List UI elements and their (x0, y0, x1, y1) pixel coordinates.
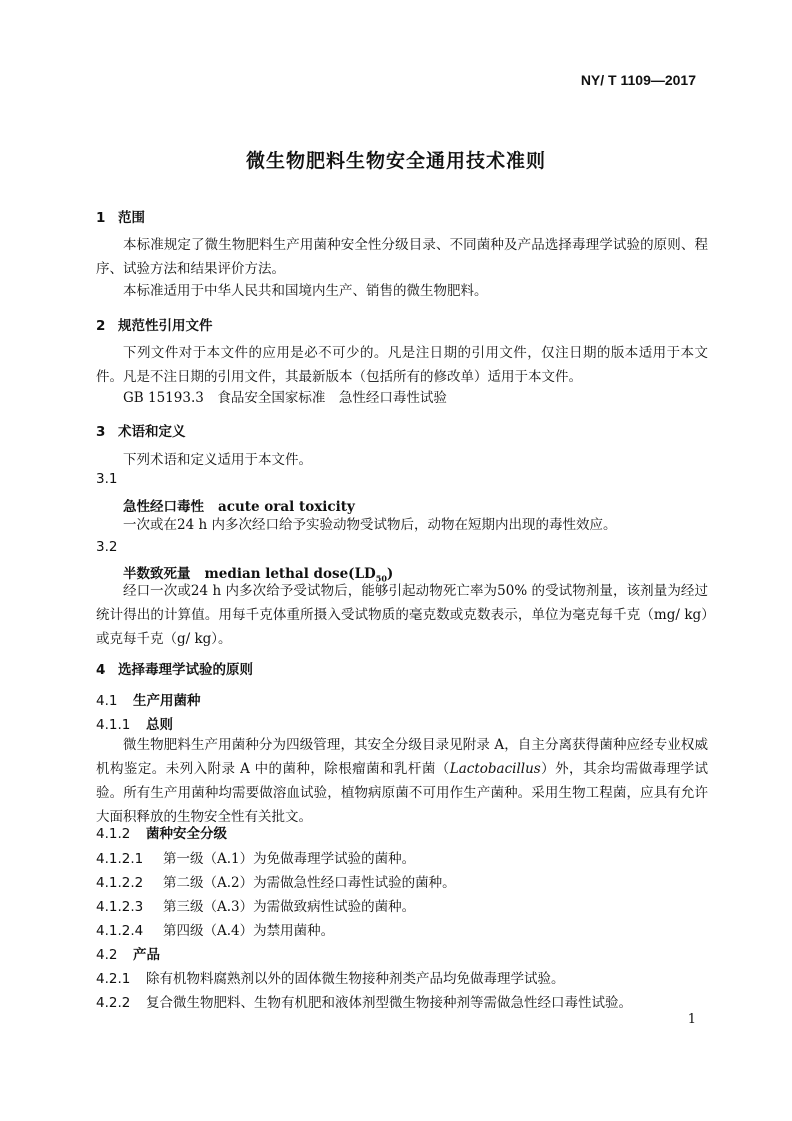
section-title: 规范性引用文件 (118, 318, 213, 334)
clause-title: 菌种安全分级 (146, 826, 227, 842)
term-3-2-definition: 经口一次或24 h 内多次给予受试物后，能够引起动物死亡率为50% 的受试物剂量，该剂量为经过统计得出的计算值。用每千克体重所摄入受试物质的毫克数或克数表示，单位为毫克每千克（mg/ kg）或克每千克（g/ kg）。 (96, 583, 708, 647)
section-4-heading (96, 658, 253, 678)
normative-reference: GB 15193.3 食品安全国家标准 急性经口毒性试验 (123, 390, 447, 406)
clause-4-1-2-2 (96, 871, 456, 891)
term-3-1-definition: 一次或在24 h 内多次经口给予实验动物受试物后，动物在短期内出现的毒性效应。 (123, 517, 617, 533)
clause-text: 第四级（A.4）为禁用菌种。 (163, 923, 335, 939)
clause-4-2-2 (96, 991, 632, 1011)
clause-number: 4.1.2.2 (96, 875, 144, 891)
term-3-1-number: 3.1 (96, 471, 118, 487)
clause-text: 第二级（A.2）为需做急性经口毒性试验的菌种。 (163, 875, 456, 891)
clause-title: 生产用菌种 (133, 693, 201, 709)
clause-text: 除有机物料腐熟剂以外的固体微生物接种剂类产品均免做毒理学试验。 (146, 971, 565, 987)
section-1-paragraph-2: 本标准适用于中华人民共和国境内生产、销售的微生物肥料。 (123, 283, 488, 299)
clause-number: 4.1.2.1 (96, 851, 144, 867)
section-3-paragraph-1: 下列术语和定义适用于本文件。 (123, 452, 312, 468)
section-number: 1 (96, 210, 106, 226)
clause-number: 4.1 (96, 693, 118, 709)
document-title: 微生物肥料生物安全通用技术准则 (245, 150, 546, 172)
clause-text: 复合微生物肥料、生物有机肥和液体剂型微生物接种剂等需做急性经口毒性试验。 (146, 995, 632, 1011)
section-title: 术语和定义 (118, 424, 186, 440)
clause-4-1-1-paragraph (96, 733, 708, 829)
section-title: 范围 (118, 210, 145, 226)
section-1-heading (96, 206, 145, 226)
standard-code: NY/ T 1109—2017 (580, 72, 696, 88)
section-title: 选择毒理学试验的原则 (118, 662, 253, 678)
page-number: 1 (687, 1012, 696, 1027)
section-3-heading (96, 420, 186, 440)
term-english-close: ) (386, 566, 394, 582)
clause-4-1-2-4 (96, 919, 334, 939)
section-2-heading (96, 314, 213, 334)
section-number: 2 (96, 318, 106, 334)
term-3-2-number: 3.2 (96, 539, 118, 555)
section-number: 3 (96, 424, 106, 440)
clause-number: 4.1.1 (96, 717, 131, 733)
clause-number: 4.1.2.4 (96, 923, 144, 939)
term-3-1 (123, 495, 355, 515)
clause-title: 总则 (146, 717, 173, 733)
section-number: 4 (96, 662, 106, 678)
clause-4-2-1 (96, 967, 565, 987)
clause-4-1 (96, 689, 201, 709)
paragraph-text-b: ）外，其余均需做毒理学试验。所有生产用菌种均需要做溶血试验，植物病原菌不可用作生产菌种。采用生物工程菌，应具有允许大面积释放的生物安全性有关批文。 (96, 761, 708, 825)
genus-name: Lactobacillus (449, 761, 541, 777)
term-english-subscript: 50 (375, 573, 387, 584)
clause-4-2 (96, 943, 160, 963)
clause-number: 4.1.2 (96, 826, 131, 842)
clause-number: 4.2.2 (96, 995, 131, 1011)
clause-number: 4.2.1 (96, 971, 131, 987)
paragraph-text-a: 微生物肥料生产用菌种分为四级管理，其安全分级目录见附录 A，自主分离获得菌种应经专业权威机构鉴定。未列入附录 A 中的菌种，除根瘤菌和乳杆菌（ (96, 737, 708, 777)
term-english-text: median lethal dose(LD (204, 566, 376, 582)
section-1-paragraph-1: 本标准规定了微生物肥料生产用菌种安全性分级目录、不同菌种及产品选择毒理学试验的原则、程序、试验方法和结果评价方法。 (96, 237, 708, 277)
term-english: acute oral toxicity (218, 499, 355, 515)
clause-4-1-1 (96, 713, 173, 733)
section-2-paragraph-1: 下列文件对于本文件的应用是必不可少的。凡是注日期的引用文件，仅注日期的版本适用于本文件。凡是不注日期的引用文件，其最新版本（包括所有的修改单）适用于本文件。 (96, 345, 708, 385)
clause-number: 4.2 (96, 947, 118, 963)
clause-4-1-2-1 (96, 847, 415, 867)
clause-title: 产品 (133, 947, 160, 963)
clause-text: 第三级（A.3）为需做致病性试验的菌种。 (163, 899, 416, 915)
term-chinese: 半数致死量 (123, 566, 191, 582)
clause-number: 4.1.2.3 (96, 899, 144, 915)
clause-4-1-2-3 (96, 895, 415, 915)
term-chinese: 急性经口毒性 (123, 499, 204, 515)
clause-4-1-2 (96, 822, 227, 842)
clause-text: 第一级（A.1）为免做毒理学试验的菌种。 (163, 851, 416, 867)
